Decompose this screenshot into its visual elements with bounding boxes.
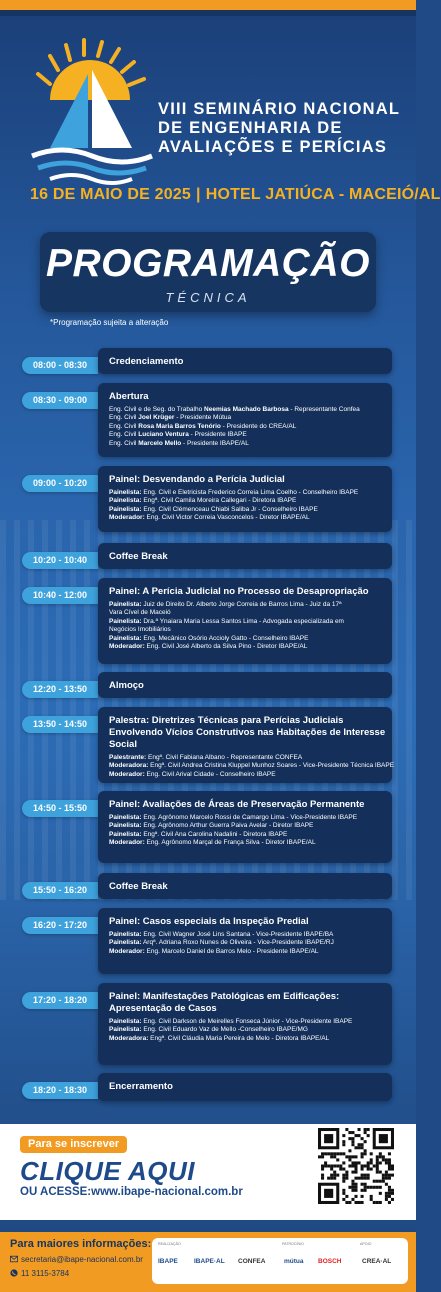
footer-title: Para maiores informações: xyxy=(10,1238,152,1250)
detail-post: Arqª. Adriana Roxo Nunes de Oliveira - Vice-Presidente IBAPE/RJ xyxy=(141,939,334,947)
detail-bold: Painelista: xyxy=(109,634,142,642)
detail-bold: Painelista: xyxy=(109,822,142,830)
session-detail-line xyxy=(109,948,391,956)
detail-post: Eng. Civil Darkson de Meirelles Fonseca Júnior - Vice-Presidente IBAPE xyxy=(141,1018,353,1025)
detail-post: Engª. Civil Fabiana Albano - Representante CONFEA xyxy=(146,754,303,761)
schedule-time: 10:20 - 10:40 xyxy=(22,552,98,569)
detail-bold: Painelista: xyxy=(109,505,142,513)
detail-bold: Painelista: xyxy=(109,1026,142,1034)
qr-code[interactable] xyxy=(314,1124,398,1212)
schedule-row xyxy=(0,791,416,863)
schedule-card xyxy=(98,983,392,1065)
session-title: Painel: A Perícia Judicial no Processo de Desapropriação xyxy=(109,586,369,597)
session-title: Abertura xyxy=(109,391,149,402)
schedule-card xyxy=(98,908,392,974)
sponsor-strip xyxy=(152,1238,408,1284)
schedule-card xyxy=(98,543,392,569)
qr-code-graphic xyxy=(318,1128,394,1204)
schedule-row xyxy=(0,983,416,1065)
session-detail-line xyxy=(109,931,391,939)
session-detail-line xyxy=(109,939,391,947)
programacao-subtitle: TÉCNICA xyxy=(165,290,251,305)
detail-bold: Painelista: xyxy=(109,617,142,625)
session-detail-line xyxy=(109,822,391,830)
session-title: Painel: Desvendando a Perícia Judicial xyxy=(109,474,285,485)
detail-bold: Painelista: xyxy=(109,601,142,608)
session-title: Credenciamento xyxy=(109,356,184,367)
detail-bold: Marcelo Mello xyxy=(138,439,182,447)
session-detail-line xyxy=(109,609,391,617)
session-detail-line xyxy=(109,1026,391,1034)
session-title: Painel: Avaliações de Áreas de Preservação Permanente xyxy=(109,799,365,810)
footer xyxy=(0,1232,416,1292)
detail-post: Eng. Agrônomo Marçal de França Silva - Diretor IBAPE/AL xyxy=(144,839,316,847)
schedule-row xyxy=(0,383,416,457)
session-detail-line xyxy=(109,626,391,634)
session-title: Painel: Casos especiais da Inspeção Predial xyxy=(109,916,309,927)
detail-bold: Rosa Maria Barros Tenório xyxy=(138,422,221,430)
detail-bold: Painelista: xyxy=(109,939,142,947)
session-detail-line xyxy=(109,440,391,448)
schedule-time: 10:40 - 12:00 xyxy=(22,587,98,604)
detail-bold: Moderador: xyxy=(109,643,145,651)
schedule-card xyxy=(98,672,392,698)
session-detail-line xyxy=(109,618,391,626)
sponsor-logo-confea[interactable]: CONFEA xyxy=(238,1258,266,1265)
date-separator: | xyxy=(196,186,201,203)
detail-bold: Palestrante: xyxy=(109,754,147,761)
schedule-card xyxy=(98,383,392,457)
top-orange-stripe xyxy=(0,0,416,10)
session-detail-line xyxy=(109,514,391,522)
detail-bold: Painelista: xyxy=(109,814,142,821)
schedule-card xyxy=(98,466,392,532)
detail-post: Dra.ª Ynaiara Maria Lessa Santos Lima - Advogada especializada em xyxy=(141,617,344,625)
event-date-venue xyxy=(30,186,441,204)
session-detail-line xyxy=(109,406,391,414)
schedule-row xyxy=(0,672,416,698)
footer-email[interactable] xyxy=(10,1255,143,1264)
detail-post: Eng. Civil Clémenceau Chiabi Saliba Jr - Conselheiro IBAPE xyxy=(141,505,318,513)
schedule-time: 17:20 - 18:20 xyxy=(22,992,98,1009)
detail-pre: Eng. Civil xyxy=(109,422,139,430)
schedule-time: 14:50 - 15:50 xyxy=(22,800,98,817)
schedule-row xyxy=(0,1073,416,1101)
footer-email-text: secretaria@ibape-nacional.com.br xyxy=(21,1255,143,1264)
session-detail-line xyxy=(109,423,391,431)
detail-post: - Presidente IBAPE/AL xyxy=(181,439,249,447)
detail-post: - Presidente Mútua xyxy=(174,414,232,422)
detail-bold: Painelista: xyxy=(109,497,142,505)
session-detail-line xyxy=(109,601,391,609)
sponsor-logo-mutua[interactable]: mútua xyxy=(284,1258,304,1265)
session-title: Coffee Break xyxy=(109,551,168,562)
detail-pre: Negócios Imobiliários xyxy=(109,626,171,634)
schedule-card xyxy=(98,707,395,783)
detail-bold: Moderador: xyxy=(109,514,145,522)
detail-bold: Neemias Machado Barbosa xyxy=(204,406,289,413)
detail-post: Eng. Civil Victor Correia Vasconcelos - Diretor IBAPE/AL xyxy=(144,514,310,522)
schedule-card xyxy=(98,873,392,899)
session-detail-line xyxy=(109,839,391,847)
detail-post: Eng. Civil José Alberto da Silva Pino - Diretor IBAPE/AL xyxy=(144,643,308,651)
session-details xyxy=(109,814,391,848)
signup-url-link[interactable]: OU ACESSE:www.ibape-nacional.com.br xyxy=(20,1186,243,1198)
envelope-icon xyxy=(10,1255,18,1263)
schedule-time: 08:00 - 08:30 xyxy=(22,357,98,374)
session-detail-line xyxy=(109,489,391,497)
session-title: Painel: Manifestações Patológicas em Edificações: Apresentação de Casos xyxy=(109,991,340,1014)
sponsor-logo-bosch[interactable]: BOSCH xyxy=(318,1258,342,1265)
detail-bold: Moderadora: xyxy=(109,762,149,770)
session-title: Almoço xyxy=(109,680,144,691)
detail-post: Engª. Civil Camila Moreira Callegari - Diretora IBAPE xyxy=(141,497,297,505)
sponsor-logo-ibape-al[interactable]: IBAPE·AL xyxy=(194,1258,225,1265)
detail-post: Eng. Civil e Eletricista Frederico Correia Lima Coelho - Conselheiro IBAPE xyxy=(141,489,359,496)
schedule-time: 13:50 - 14:50 xyxy=(22,716,98,733)
schedule-row xyxy=(0,707,416,783)
event-title-line-3: AVALIAÇÕES E PERÍCIAS xyxy=(158,138,388,156)
schedule-row xyxy=(0,908,416,974)
session-title: Palestra: Diretrizes Técnicas para Perícias Judiciais Envolvendo Vícios Construtivos nas Habitações de Interesse Social xyxy=(109,715,386,750)
schedule-card xyxy=(98,348,392,374)
detail-post: Eng. Civil Eduardo Vaz de Mello -Conselheiro IBAPE/MG xyxy=(141,1026,308,1034)
detail-pre: Vara Cível de Maceió xyxy=(109,609,171,617)
footer-phone-text: 11 3115-3784 xyxy=(21,1269,70,1278)
session-details xyxy=(109,1018,391,1043)
session-details xyxy=(109,406,391,448)
schedule-row xyxy=(0,543,416,569)
session-detail-line xyxy=(109,1035,391,1043)
session-detail-line xyxy=(109,635,391,643)
schedule-note: *Programação sujeita a alteração xyxy=(50,318,169,327)
session-detail-line xyxy=(109,643,391,651)
schedule-time: 12:20 - 13:50 xyxy=(22,681,98,698)
session-detail-line xyxy=(109,771,391,779)
detail-post: Juiz de Direito Dr. Alberto Jorge Correia de Barros Lima - Juiz da 17ª xyxy=(141,601,342,608)
event-title-line-1: VIII SEMINÁRIO NACIONAL xyxy=(158,100,401,118)
session-details xyxy=(109,601,391,651)
detail-bold: Painelista: xyxy=(109,1018,142,1025)
detail-post: Eng. Marcelo Daniel de Barros Melo - Presidente IBAPE/AL xyxy=(144,947,319,955)
session-detail-line xyxy=(109,497,391,505)
session-detail-line xyxy=(109,1018,391,1026)
sponsor-logo-ibape[interactable]: IBAPE xyxy=(158,1258,178,1265)
programacao-title: PROGRAMAÇÃO xyxy=(46,242,370,285)
detail-post: Eng. Agrônomo Marcelo Rossi de Camargo Lima - Vice-Presidente IBAPE xyxy=(141,814,358,821)
session-title: Coffee Break xyxy=(109,881,168,892)
detail-bold: Luciano Ventura xyxy=(138,431,189,439)
event-title xyxy=(158,100,408,157)
top-dark-stripe xyxy=(0,10,416,16)
detail-post: - Presidente do CREA/AL xyxy=(220,422,297,430)
event-venue: HOTEL JATIÚCA - MACEIÓ/AL xyxy=(205,186,441,203)
sponsor-logo-crea-al[interactable]: CREA·AL xyxy=(362,1258,392,1265)
schedule-row xyxy=(0,466,416,532)
detail-bold: Moderador: xyxy=(109,770,145,778)
schedule-row xyxy=(0,578,416,664)
schedule-card xyxy=(98,791,392,863)
schedule-row xyxy=(0,873,416,899)
schedule-time: 09:00 - 10:20 xyxy=(22,475,98,492)
session-detail-line xyxy=(109,431,391,439)
session-details xyxy=(109,489,391,523)
schedule-card xyxy=(98,1073,392,1101)
detail-bold: Painelista: xyxy=(109,830,142,838)
signup-pill: Para se inscrever xyxy=(20,1136,127,1153)
session-detail-line xyxy=(109,762,395,770)
event-date: 16 DE MAIO DE 2025 xyxy=(30,186,191,203)
detail-post: Eng. Civil Wagner José Lins Santana - Vice-Presidente IBAPE/BA xyxy=(141,931,334,938)
detail-bold: Painelista: xyxy=(109,489,142,496)
phone-icon xyxy=(10,1269,18,1277)
session-details xyxy=(109,754,395,779)
detail-bold: Moderador: xyxy=(109,839,145,847)
detail-post: Engª. Civil Andrea Cristina Kluppel Munhoz Soares - Vice-Presidente Técnica IBAPE xyxy=(148,762,395,770)
sponsor-label-apoio: APOIO xyxy=(360,1242,372,1246)
detail-bold: Joel Krüger xyxy=(138,414,175,422)
session-detail-line xyxy=(109,814,391,822)
session-detail-line xyxy=(109,831,391,839)
session-title: Encerramento xyxy=(109,1081,173,1092)
session-detail-line xyxy=(109,506,391,514)
schedule-time: 15:50 - 16:20 xyxy=(22,882,98,899)
detail-bold: Moderadora: xyxy=(109,1034,149,1042)
detail-post: Eng. Mecânico Osório Accioly Gatto - Conselheiro IBAPE xyxy=(141,634,309,642)
schedule-time: 16:20 - 17:20 xyxy=(22,917,98,934)
detail-post: Engª. Civil Cláudia Maria Pereira de Melo - Diretora IBAPE/AL xyxy=(148,1034,330,1042)
detail-post: - Presidente IBAPE xyxy=(188,431,247,439)
signup-cta-link[interactable]: CLIQUE AQUI xyxy=(20,1156,195,1186)
schedule-row xyxy=(0,348,416,374)
session-detail-line xyxy=(109,414,391,422)
programacao-banner xyxy=(40,232,376,312)
detail-pre: Eng. Civil e de Seg. do Trabalho xyxy=(109,406,205,413)
detail-bold: Moderador: xyxy=(109,947,145,955)
detail-pre: Eng. Civil xyxy=(109,414,139,422)
schedule-time: 18:20 - 18:30 xyxy=(22,1082,98,1099)
detail-post: Eng. Agrônomo Arthur Guerra Paiva Avelar - Diretor IBAPE xyxy=(141,822,314,830)
schedule-time: 08:30 - 09:00 xyxy=(22,392,98,409)
sponsor-label-patrocinio: PATROCÍNIO xyxy=(282,1242,304,1246)
footer-phone[interactable] xyxy=(10,1269,69,1278)
detail-bold: Painelista: xyxy=(109,931,142,938)
schedule-card xyxy=(98,578,392,664)
sailboat-sun-logo xyxy=(28,40,152,182)
detail-post: Eng. Civil Arival Cidade - Conselheiro IBAPE xyxy=(144,770,276,778)
detail-post: - Representante Confea xyxy=(288,406,360,413)
session-details xyxy=(109,931,391,956)
detail-pre: Eng. Civil xyxy=(109,439,139,447)
detail-post: Engª. Civil Ana Carolina Nadalini - Diretora IBAPE xyxy=(141,830,288,838)
event-title-line-2: DE ENGENHARIA DE xyxy=(158,119,343,137)
session-detail-line xyxy=(109,754,391,762)
sponsor-label-realizacao: REALIZAÇÃO xyxy=(158,1242,181,1246)
detail-pre: Eng. Civil xyxy=(109,431,139,439)
